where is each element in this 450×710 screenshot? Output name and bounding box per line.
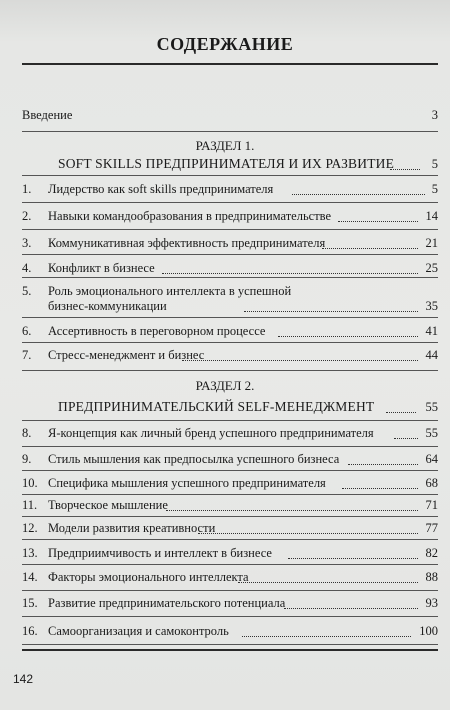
toc-entry-number: 6. <box>22 324 32 338</box>
toc-entry-number: 16. <box>22 624 38 638</box>
dot-leader <box>166 510 418 511</box>
section-2-title: ПРЕДПРИНИМАТЕЛЬСКИЙ SELF-МЕНЕДЖМЕНТ <box>58 399 375 414</box>
section-1-page: 5 <box>431 157 438 171</box>
toc-entry-number: 3. <box>22 236 32 250</box>
section-2-page: 55 <box>425 400 438 414</box>
toc-entry-label: Коммуникативная эффективность предпринимателя <box>48 236 326 250</box>
separator <box>22 342 438 343</box>
toc-entry-page: 41 <box>425 324 438 338</box>
dot-leader <box>162 273 418 274</box>
toc-entry-label: Предприимчивость и интеллект в бизнесе <box>48 546 272 560</box>
toc-entry-label: Лидерство как soft skills предпринимателя <box>48 182 274 196</box>
toc-entry-page: 88 <box>425 570 438 584</box>
separator <box>22 229 438 230</box>
toc-entry-page: 77 <box>425 521 438 535</box>
toc-entry-number: 5. <box>22 284 32 298</box>
section-2-heading: РАЗДЕЛ 2. <box>195 378 255 393</box>
dot-leader <box>288 558 418 559</box>
top-rule <box>22 63 438 65</box>
toc-entry-number: 7. <box>22 348 32 362</box>
dot-leader <box>244 311 418 312</box>
separator <box>22 494 438 495</box>
separator <box>22 131 438 132</box>
dot-leader <box>198 533 418 534</box>
toc-entry-page: 100 <box>419 624 438 638</box>
toc-entry-label: Введение <box>22 108 73 122</box>
toc-entry-label: Роль эмоционального интеллекта в успешной <box>48 284 292 298</box>
toc-entry-label: Специфика мышления успешного предпринимателя <box>48 476 326 490</box>
separator <box>22 277 438 278</box>
toc-entry-page: 93 <box>425 596 438 610</box>
separator <box>22 470 438 471</box>
separator <box>22 202 438 203</box>
toc-entry-label: Ассертивность в переговорном процессе <box>48 324 266 338</box>
toc-entry-number: 9. <box>22 452 32 466</box>
dot-leader <box>292 194 425 195</box>
separator <box>22 317 438 318</box>
dot-leader <box>284 608 418 609</box>
toc-entry-number: 14. <box>22 570 38 584</box>
toc-entry-page: 14 <box>425 209 438 223</box>
separator <box>22 564 438 565</box>
toc-entry-label: Самоорганизация и самоконтроль <box>48 624 229 638</box>
dot-leader <box>394 438 418 439</box>
bottom-rule <box>22 649 438 651</box>
toc-entry-page: 64 <box>425 452 438 466</box>
page-title: СОДЕРЖАНИЕ <box>156 34 294 54</box>
toc-entry-label: Стиль мышления как предпосылка успешного бизнеса <box>48 452 340 466</box>
toc-entry-number: 13. <box>22 546 38 560</box>
toc-entry-label: Навыки командообразования в предпринимательстве <box>48 209 332 223</box>
toc-entry-page: 82 <box>425 546 438 560</box>
toc-entry-label: Модели развития креативности <box>48 521 216 535</box>
toc-entry-number: 2. <box>22 209 32 223</box>
separator <box>22 516 438 517</box>
separator <box>22 175 438 176</box>
toc-entry-page: 3 <box>431 108 438 122</box>
dot-leader <box>182 360 418 361</box>
toc-entry-label: Развитие предпринимательского потенциала <box>48 596 286 610</box>
section-1-title: SOFT SKILLS ПРЕДПРИНИМАТЕЛЯ И ИХ РАЗВИТИЕ <box>58 156 395 171</box>
separator <box>22 370 438 371</box>
toc-entry-number: 4. <box>22 261 32 275</box>
toc-entry-label-continued: бизнес-коммуникации <box>48 299 167 313</box>
separator <box>22 420 438 421</box>
dot-leader <box>238 582 418 583</box>
toc-entry-label: Конфликт в бизнесе <box>48 261 155 275</box>
toc-entry-page: 25 <box>425 261 438 275</box>
dot-leader <box>322 248 418 249</box>
separator <box>22 254 438 255</box>
toc-entry-number: 8. <box>22 426 32 440</box>
dot-leader <box>338 221 418 222</box>
toc-entry-page: 71 <box>425 498 438 512</box>
separator <box>22 446 438 447</box>
section-1-heading: РАЗДЕЛ 1. <box>195 138 255 153</box>
toc-entry-number: 10. <box>22 476 38 490</box>
dot-leader <box>242 636 411 637</box>
separator <box>22 616 438 617</box>
separator <box>22 539 438 540</box>
toc-entry-label: Я-концепция как личный бренд успешного предпринимателя <box>48 426 374 440</box>
toc-entry-page: 5 <box>431 182 438 196</box>
toc-entry-page: 55 <box>425 426 438 440</box>
toc-entry-page: 35 <box>425 299 438 313</box>
dot-leader <box>278 336 418 337</box>
dot-leader <box>390 169 420 170</box>
separator <box>22 644 438 645</box>
dot-leader <box>386 412 416 413</box>
toc-entry-label: Творческое мышление <box>48 498 168 512</box>
toc-entry-number: 11. <box>22 498 38 512</box>
dot-leader <box>348 464 418 465</box>
toc-entry-page: 21 <box>425 236 438 250</box>
toc-entry-label: Стресс-менеджмент и бизнес <box>48 348 205 362</box>
toc-entry-label: Факторы эмоционального интеллекта <box>48 570 249 584</box>
toc-entry-page: 44 <box>425 348 438 362</box>
toc-entry-page: 68 <box>425 476 438 490</box>
toc-entry-number: 1. <box>22 182 32 196</box>
page-number: 142 <box>13 672 34 686</box>
dot-leader <box>342 488 418 489</box>
toc-entry-number: 12. <box>22 521 38 535</box>
separator <box>22 590 438 591</box>
toc-entry-number: 15. <box>22 596 38 610</box>
